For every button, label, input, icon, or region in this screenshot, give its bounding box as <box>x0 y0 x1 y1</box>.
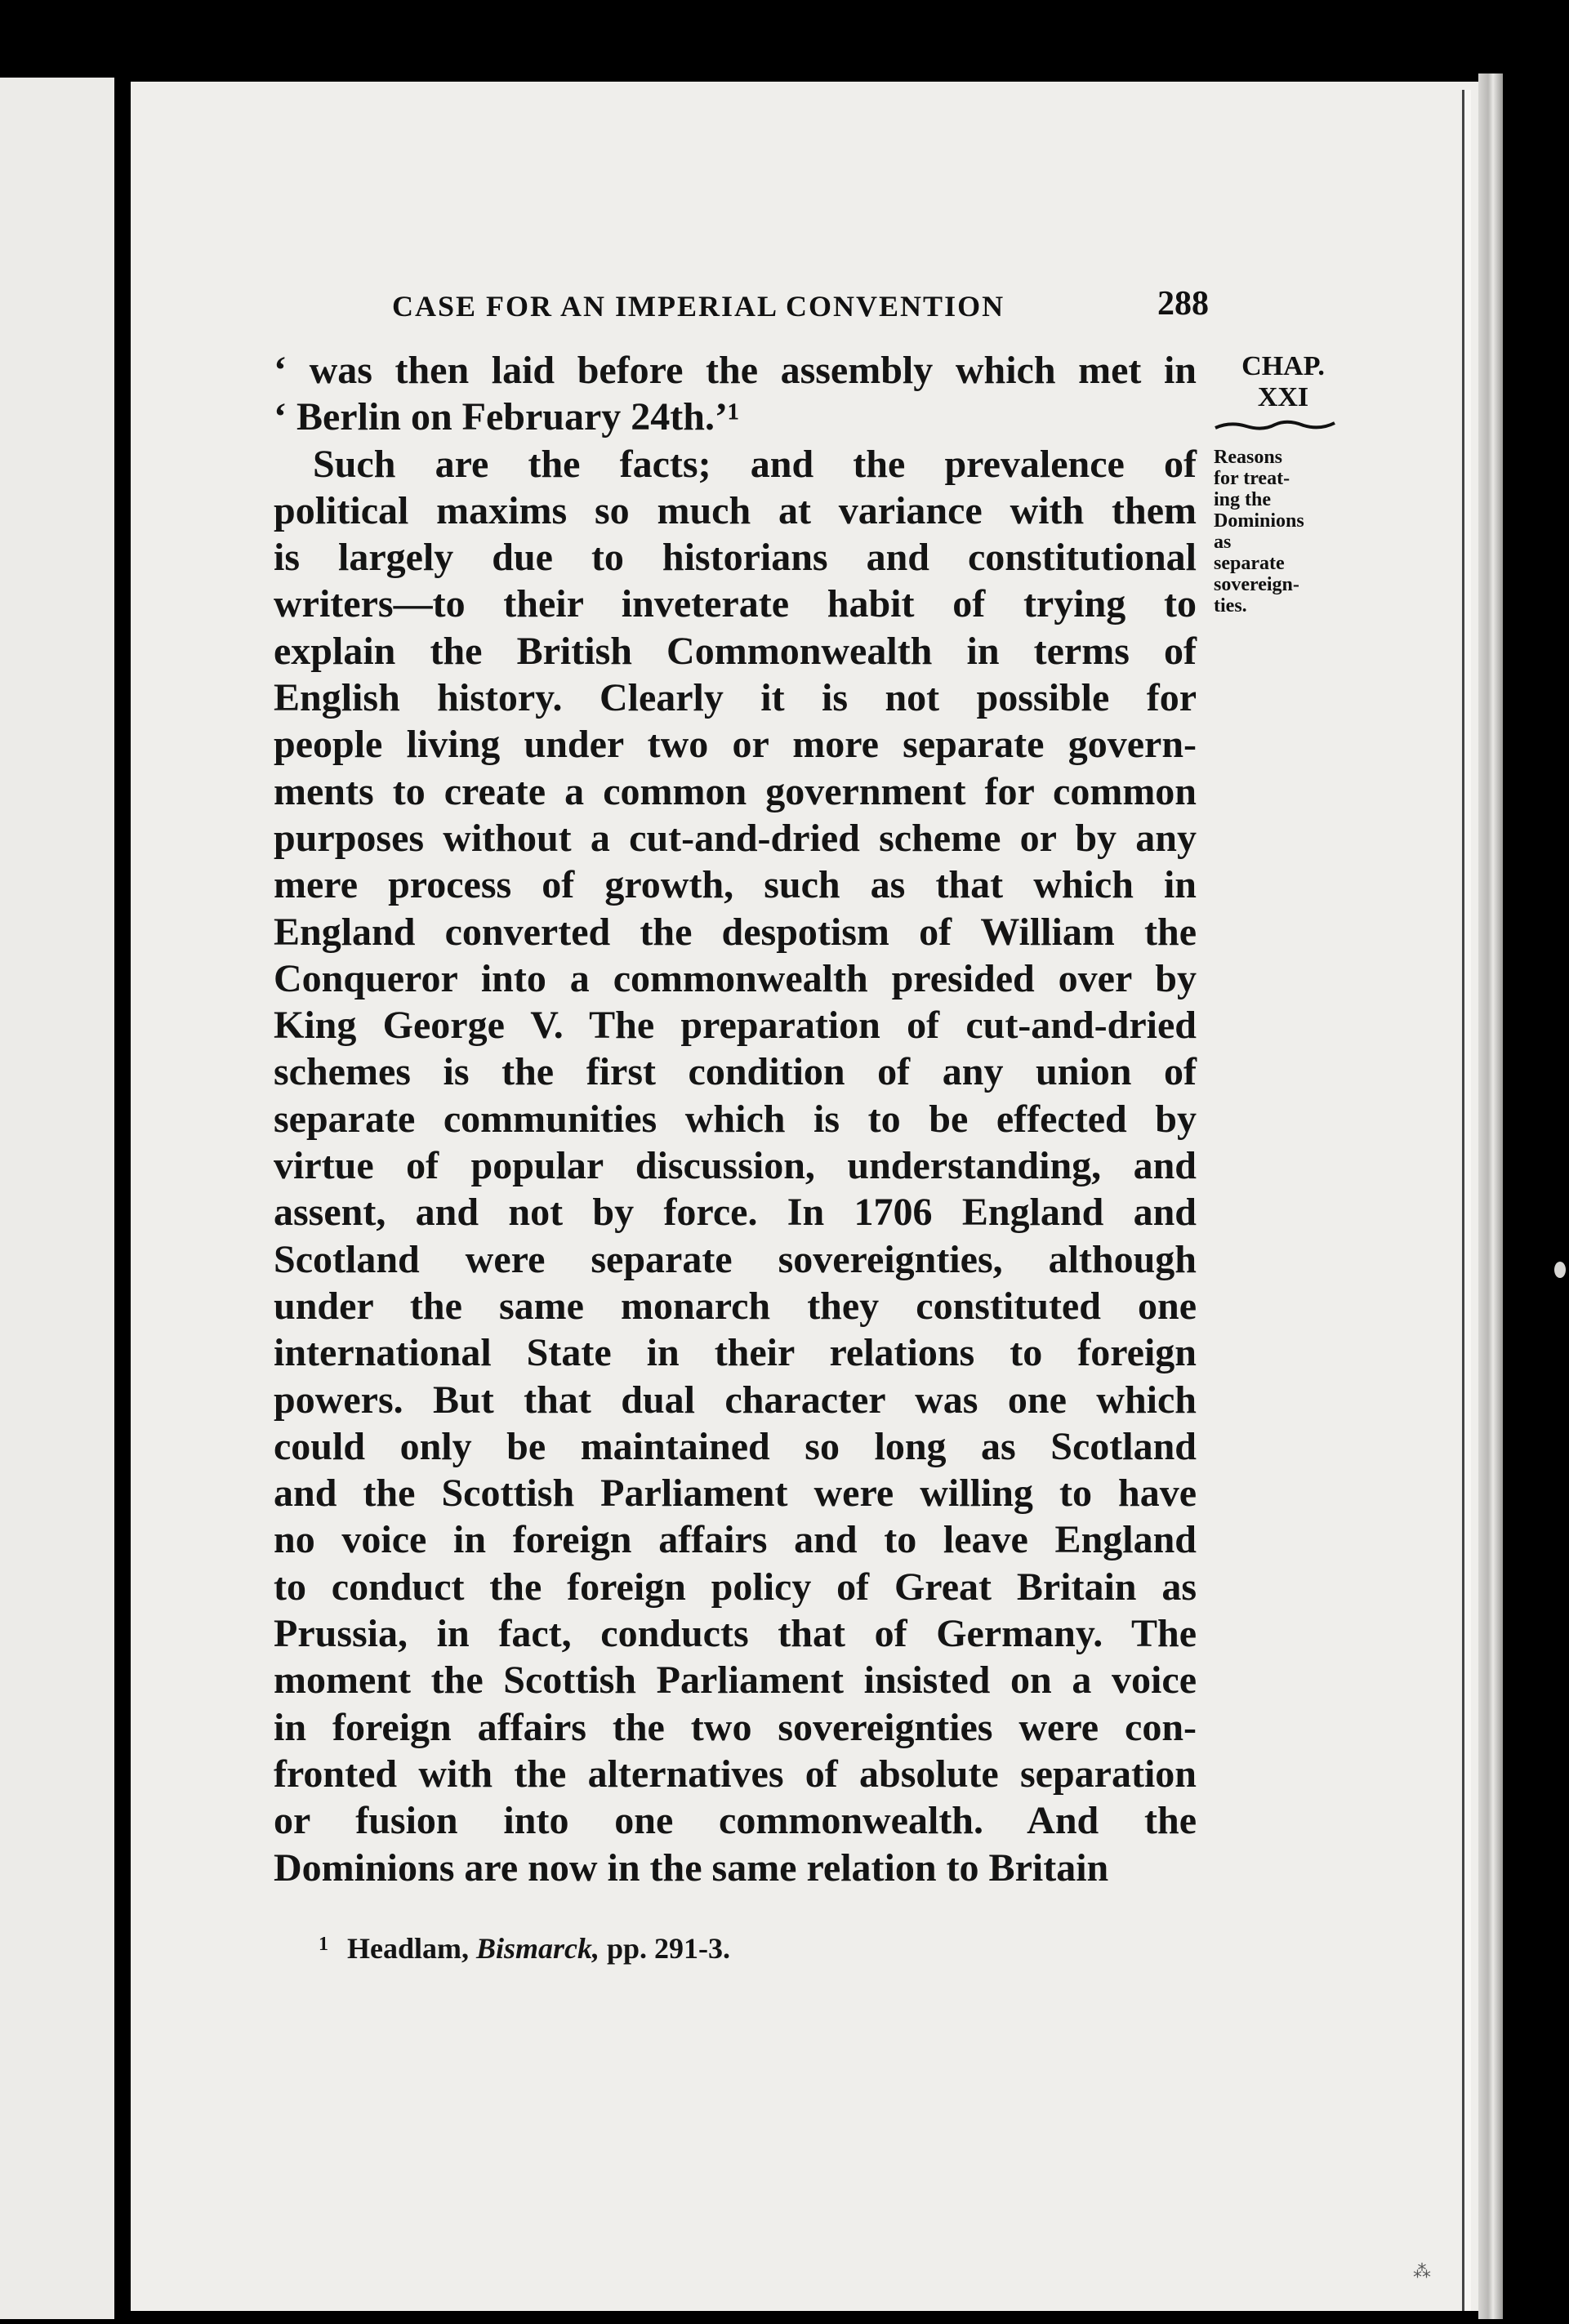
body-line: King George V. The preparation of cut-and-dried <box>274 1004 1197 1048</box>
body-text <box>274 347 1197 1891</box>
body-line: ‘ was then laid before the assembly which met in <box>274 349 1197 392</box>
body-line: England converted the despotism of William the <box>274 910 1197 954</box>
footnote-book-title: Bismarck, <box>476 1932 600 1965</box>
body-line: English history. Clearly it is not possible for <box>274 676 1197 720</box>
scan-artifact <box>1554 1262 1566 1278</box>
body-line: powers. But that dual character was one which <box>274 1378 1197 1422</box>
body-line: explain the British Commonwealth in terms of <box>274 629 1197 673</box>
body-line: is largely due to historians and constitutional <box>274 536 1197 580</box>
margin-note-line: as <box>1214 532 1232 553</box>
body-line: purposes without a cut-and-dried scheme or by any <box>274 816 1197 860</box>
body-line: ments to create a common government for common <box>274 769 1197 813</box>
body-line: Dominions are now in the same relation to Britain <box>274 1845 1109 1890</box>
body-line: mere process of growth, such as that which in <box>274 863 1197 907</box>
margin-note <box>1214 447 1353 617</box>
margin-note-line: Dominions <box>1214 510 1304 532</box>
body-line: no voice in foreign affairs and to leave England <box>274 1518 1197 1562</box>
body-line: virtue of popular discussion, understanding, and <box>274 1144 1197 1188</box>
body-line: separate communities which is to be effected by <box>274 1097 1197 1141</box>
running-head-title: CASE FOR AN IMPERIAL CONVENTION <box>392 290 1005 323</box>
book-edge <box>1478 73 1503 2319</box>
ornamental-rule-icon <box>1214 420 1336 431</box>
body-line: and the Scottish Parliament were willing to have <box>274 1471 1197 1516</box>
body-line: moment the Scottish Parliament insisted on a voice <box>274 1658 1197 1703</box>
body-line: people living under two or more separate govern- <box>274 723 1197 767</box>
body-line: or fusion into one commonwealth. And the <box>274 1799 1197 1843</box>
body-line: writers—to their inveterate habit of trying to <box>274 582 1197 626</box>
body-line: assent, and not by force. In 1706 England and <box>274 1191 1197 1235</box>
chapter-label: CHAP. <box>1241 351 1325 381</box>
footnote <box>319 1931 730 1966</box>
body-line: Such are the facts; and the prevalence of <box>313 442 1197 486</box>
margin-note-line: for treat- <box>1214 468 1290 489</box>
margin-note-line: ing the <box>1214 489 1272 510</box>
running-head <box>392 284 1209 330</box>
body-line: could only be maintained so long as Scotland <box>274 1424 1197 1468</box>
page-gutter-edge <box>1462 90 1471 2311</box>
body-line: fronted with the alternatives of absolute separation <box>274 1752 1197 1796</box>
margin-note-line: sovereign- <box>1214 574 1299 595</box>
body-line: ‘ Berlin on February 24th.’¹ <box>274 395 740 439</box>
body-line: Prussia, in fact, conducts that of Germany. The <box>274 1612 1197 1656</box>
footnote-pages: pp. 291-3. <box>607 1932 731 1965</box>
body-line: international State in their relations to foreign <box>274 1331 1197 1375</box>
page-number: 288 <box>1157 285 1209 323</box>
margin-note-line: separate <box>1214 553 1285 574</box>
footnote-author: Headlam, <box>347 1932 469 1965</box>
chapter-number: XXI <box>1257 382 1309 412</box>
body-line: Scotland were separate sovereignties, although <box>274 1237 1197 1281</box>
margin-note-line: ties. <box>1214 595 1247 617</box>
footnote-mark: 1 <box>319 1934 328 1955</box>
previous-page-edge <box>0 78 114 2319</box>
body-line: under the same monarch they constituted one <box>274 1284 1197 1328</box>
body-line: in foreign affairs the two sovereignties were con- <box>274 1705 1197 1749</box>
body-line: schemes is the first condition of any union of <box>274 1050 1197 1094</box>
side-margin <box>1214 351 1353 617</box>
margin-note-line: Reasons <box>1214 447 1283 468</box>
body-line: political maxims so much at variance with them <box>274 488 1197 532</box>
body-line: to conduct the foreign policy of Great Britain as <box>274 1565 1197 1609</box>
scan-corner-mark: ⁂ <box>1413 2262 1431 2282</box>
body-line: Conqueror into a commonwealth presided over by <box>274 956 1197 1000</box>
